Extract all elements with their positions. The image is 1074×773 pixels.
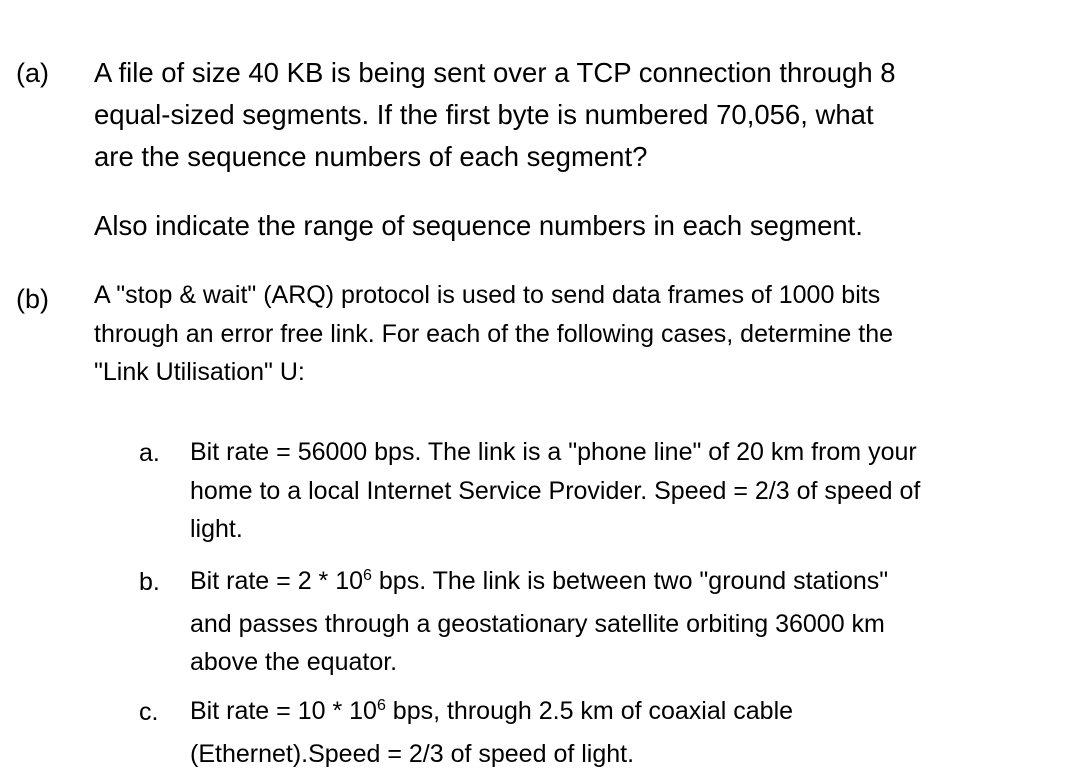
case-a-line-2: home to a local Internet Service Provider. Speed = 2/3 of speed of [190,472,1060,511]
question-b-line-3: "Link Utilisation" U: [94,353,1054,392]
case-b-marker: b. [139,570,160,595]
case-c-marker: c. [139,700,158,725]
question-a-label: (a) [16,60,49,87]
case-b-line-1-post: bps. The link is between two "ground stations" [372,567,888,595]
case-a-text [190,433,1060,549]
case-c-text [190,692,1060,773]
question-a-line-3: are the sequence numbers of each segment? [94,136,1054,178]
question-b-label: (b) [16,286,49,313]
case-c-exponent: 6 [377,697,386,714]
case-b-line-3: above the equator. [190,643,1060,682]
question-a-followup [94,205,1054,247]
case-a-marker: a. [139,441,160,466]
question-a-line-1: A file of size 40 KB is being sent over a TCP connection through 8 [94,52,1054,94]
question-a-followup-line: Also indicate the range of sequence numbers in each segment. [94,205,1054,247]
case-c-line-1 [190,692,1060,735]
case-b-line-2: and passes through a geostationary satellite orbiting 36000 km [190,605,1060,644]
case-a-line-1: Bit rate = 56000 bps. The link is a "phone line" of 20 km from your [190,433,1060,472]
case-b-text [190,562,1060,682]
case-a-line-3: light. [190,510,1060,549]
case-c-line-1-pre: Bit rate = 10 * 10 [190,697,377,725]
question-b-line-2: through an error free link. For each of the following cases, determine the [94,315,1054,354]
case-b-line-1 [190,562,1060,605]
case-b-exponent: 6 [363,567,372,584]
case-b-line-1-pre: Bit rate = 2 * 10 [190,567,363,595]
question-a-line-2: equal-sized segments. If the first byte is numbered 70,056, what [94,94,1054,136]
case-c-line-2: (Ethernet).Speed = 2/3 of speed of light. [190,735,1060,773]
case-c-line-1-post: bps, through 2.5 km of coaxial cable [386,697,793,725]
question-a-text [94,52,1054,178]
question-b-line-1: A "stop & wait" (ARQ) protocol is used to send data frames of 1000 bits [94,276,1054,315]
question-b-text [94,276,1054,392]
